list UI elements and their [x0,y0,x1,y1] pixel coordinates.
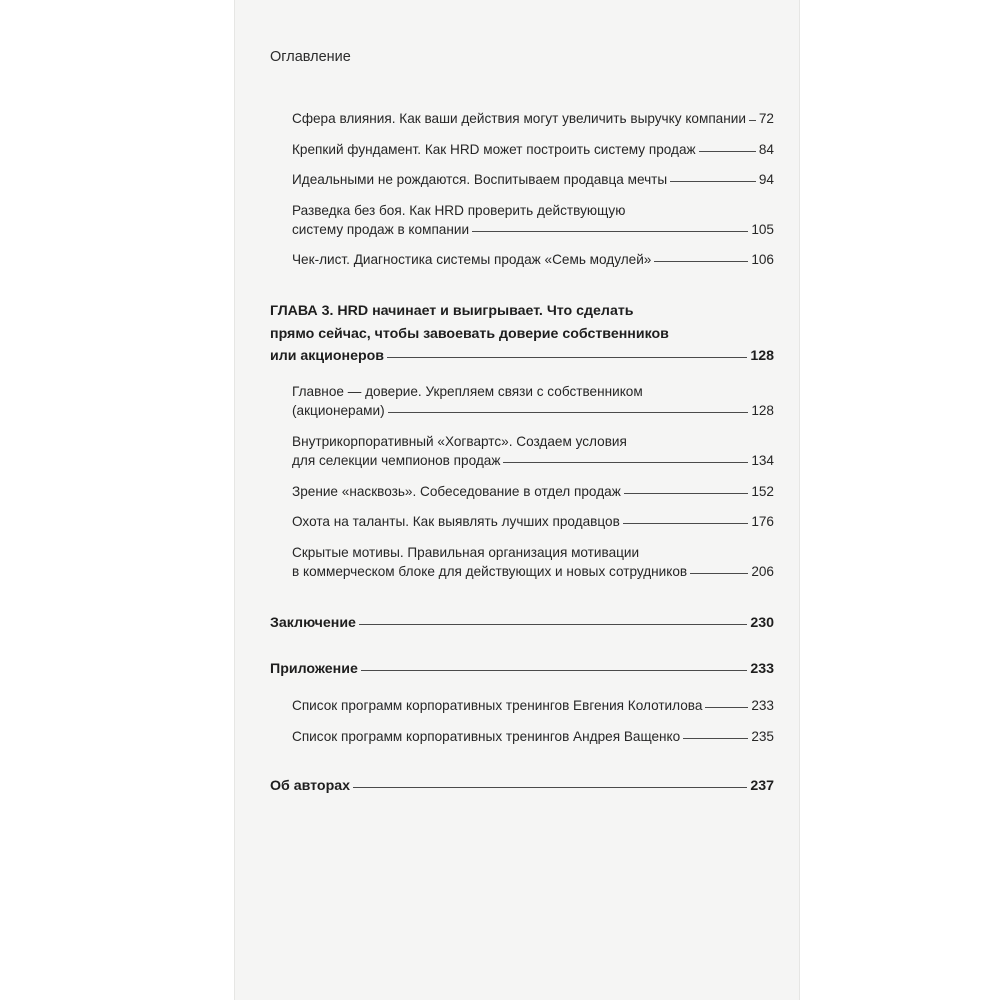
toc-entry-page: 128 [751,403,774,418]
toc-entry-title: (акционерами) [292,403,385,418]
chapter-title-line: ГЛАВА 3. HRD начинает и выигрывает. Что сделать [270,303,634,319]
toc-entry-title-line: Главное — доверие. Укрепляем связи с собственником [292,384,643,399]
dot-leader [623,523,749,524]
dot-leader [749,120,756,121]
toc-entry-title: Список программ корпоративных тренингов Андрея Ващенко [292,729,681,744]
chapter-page: 128 [750,348,774,364]
toc-entry-page: 106 [751,252,774,267]
dot-leader [654,261,748,262]
toc-entry [292,729,774,744]
toc-section-entry [270,778,774,794]
dot-leader [503,462,748,463]
dot-leader [359,624,747,625]
toc-entry-title-line: Разведка без боя. Как HRD проверить действующую [292,203,626,218]
toc-entry [292,484,774,499]
section-page: 233 [750,661,774,677]
toc-entry-title: Охота на таланты. Как выявлять лучших продавцов [292,514,620,529]
toc-entry-page: 206 [751,564,774,579]
dot-leader [699,151,756,152]
running-head: Оглавление [270,49,351,65]
chapter-title-line: прямо сейчас, чтобы завоевать доверие собственников [270,326,669,342]
toc-entry-page: 134 [751,453,774,468]
toc-entry [292,111,774,126]
toc-entry [292,222,774,237]
toc-entry-title-line: Внутрикорпоративный «Хогвартс». Создаем условия [292,434,627,449]
section-title: Заключение [270,615,356,631]
dot-leader [670,181,756,182]
toc-entry-page: 94 [758,172,774,187]
toc-entry-title: Список программ корпоративных тренингов Евгения Колотилова [292,698,703,713]
toc-entry-title: Крепкий фундамент. Как HRD может построить систему продаж [292,142,696,157]
toc-entry-page: 105 [751,222,774,237]
toc-entry-page: 72 [758,111,774,126]
toc-entry-title: для селекции чемпионов продаж [292,453,501,468]
toc-entry-page: 233 [751,698,774,713]
dot-leader [705,707,748,708]
toc-entry-page: 152 [751,484,774,499]
toc-entry-page: 176 [751,514,774,529]
toc-entry-title: Сфера влияния. Как ваши действия могут увеличить выручку компании [292,111,746,126]
dot-leader [683,738,748,739]
toc-entry [292,514,774,529]
toc-entry [292,698,774,713]
toc-entry [292,564,774,579]
toc-section-entry [270,615,774,631]
toc-entry-title: Идеальными не рождаются. Воспитываем продавца мечты [292,172,668,187]
chapter-title: или акционеров [270,348,385,364]
dot-leader [690,573,748,574]
toc-entry-title: в коммерческом блоке для действующих и новых сотрудников [292,564,688,579]
toc-entry-title: Зрение «насквозь». Собеседование в отдел продаж [292,484,621,499]
section-page: 230 [750,615,774,631]
toc-entry [292,172,774,187]
dot-leader [361,670,747,671]
toc-section-entry [270,661,774,677]
dot-leader [388,412,749,413]
toc-entry [292,403,774,418]
toc-entry-page: 235 [751,729,774,744]
toc-entry-title: Чек-лист. Диагностика системы продаж «Семь модулей» [292,252,652,267]
toc-entry [292,453,774,468]
toc-entry-title: систему продаж в компании [292,222,470,237]
dot-leader [353,787,747,788]
dot-leader [387,357,747,358]
toc-entry-page: 84 [758,142,774,157]
toc-entry [292,142,774,157]
toc-entry [292,252,774,267]
section-page: 237 [750,778,774,794]
dot-leader [472,231,748,232]
toc-chapter-entry [270,348,774,364]
section-title: Приложение [270,661,358,677]
toc-entry-title-line: Скрытые мотивы. Правильная организация мотивации [292,545,640,560]
section-title: Об авторах [270,778,351,794]
dot-leader [624,493,749,494]
